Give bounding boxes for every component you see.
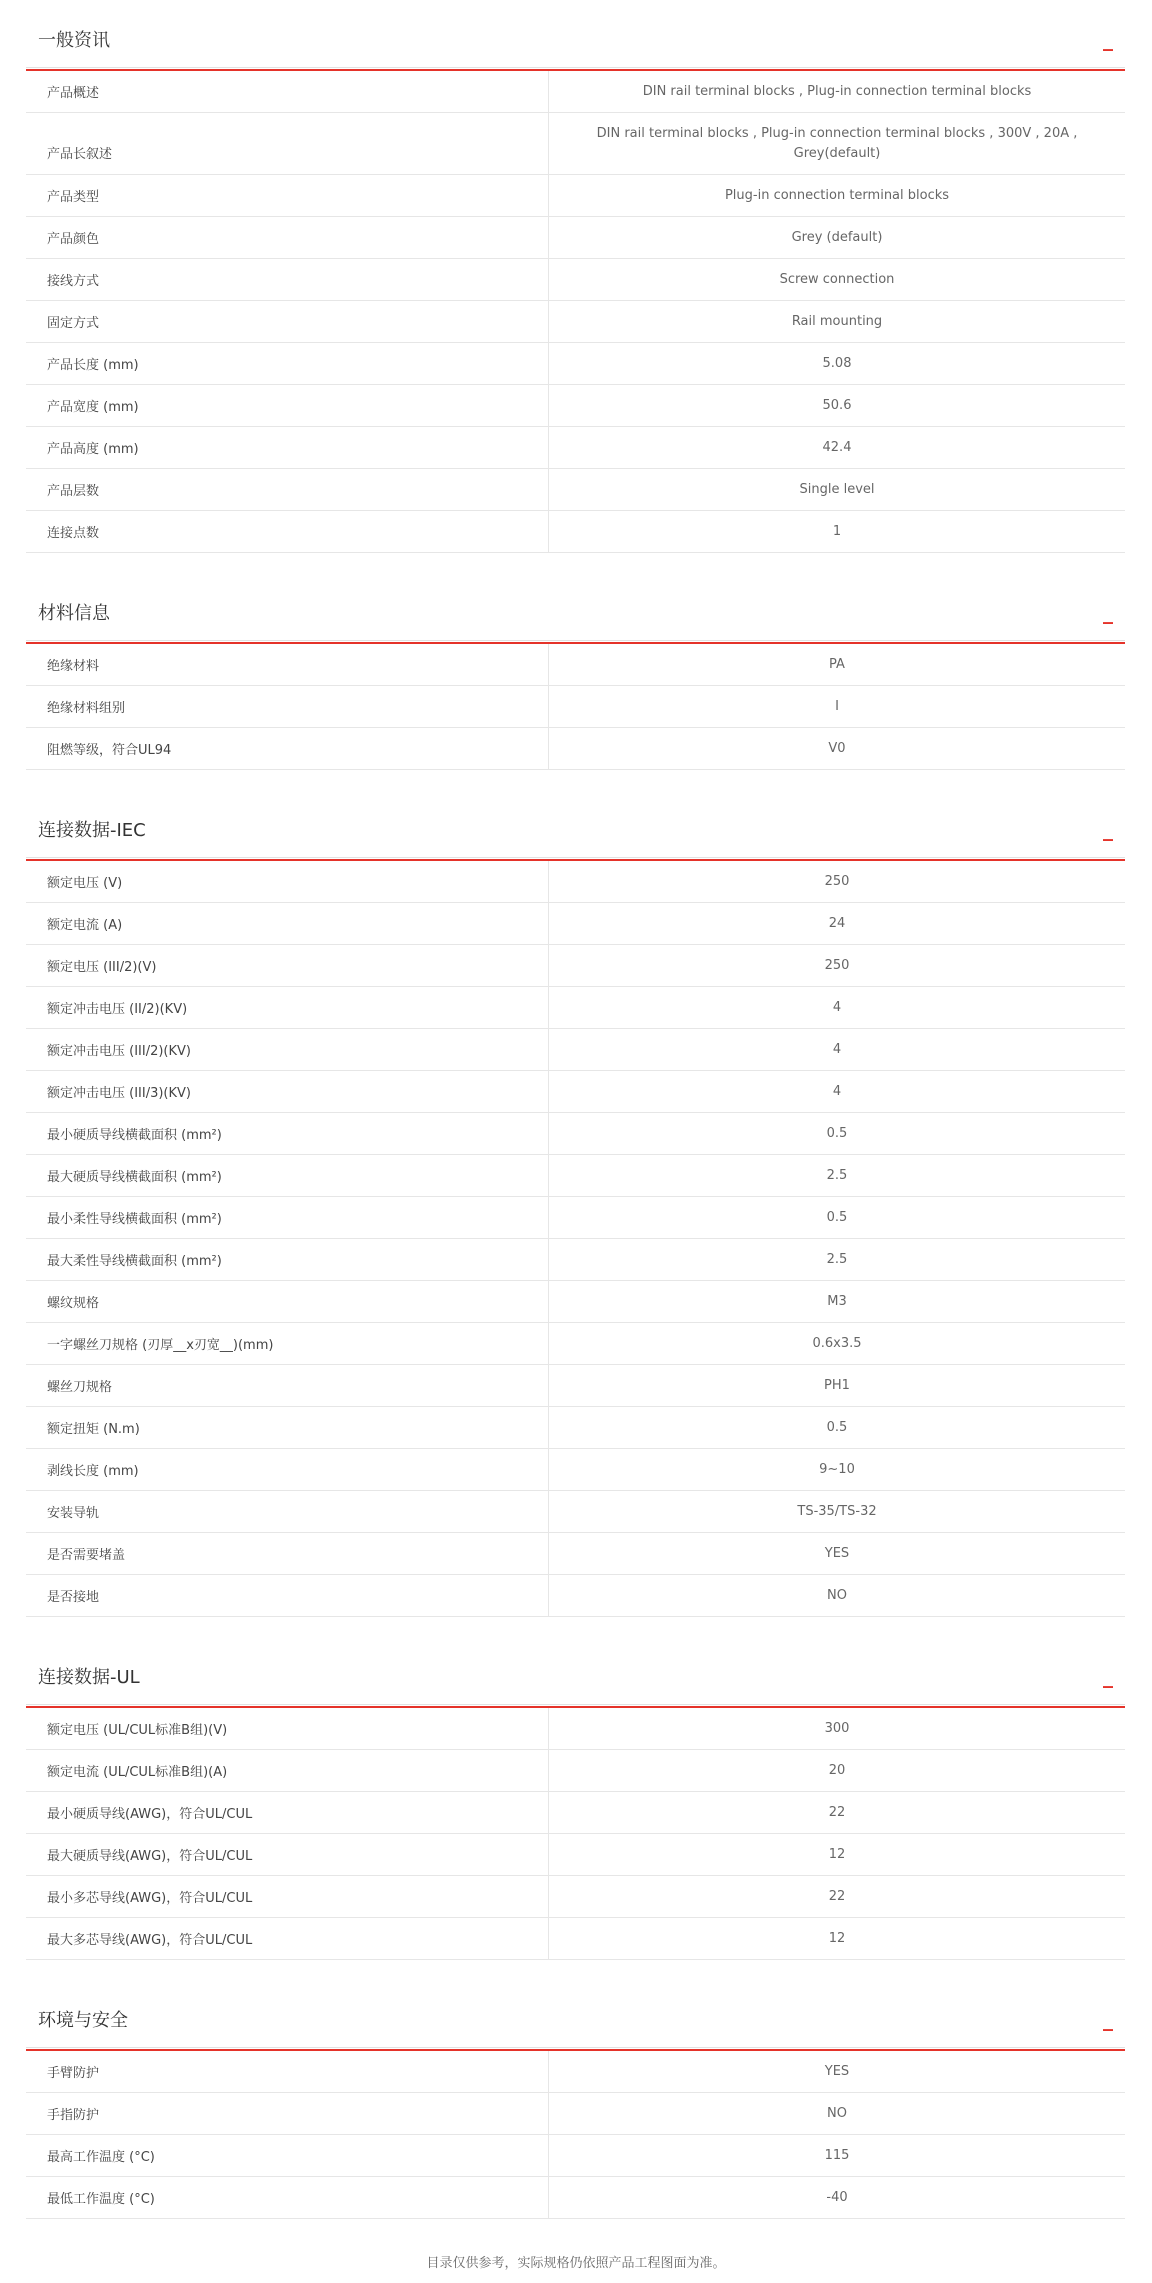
spec-value: 9~10: [819, 1461, 855, 1477]
spec-value: PH1: [824, 1377, 850, 1393]
section-header: [26, 573, 1125, 641]
spec-label: 最高工作温度 (°C): [26, 2135, 549, 2176]
spec-value: 115: [824, 2147, 850, 2163]
spec-label: 最大硬质导线横截面积 (mm²): [26, 1155, 549, 1196]
spec-label: 产品长叙述: [26, 113, 549, 174]
spec-label: 产品类型: [26, 175, 549, 216]
collapse-toggle-icon[interactable]: _: [1103, 1664, 1113, 1688]
spec-value: 0.5: [826, 1209, 848, 1225]
spec-value: 250: [824, 957, 850, 973]
spec-value: I: [835, 698, 839, 714]
section-title: 一般资讯: [38, 30, 110, 51]
spec-row: [26, 427, 1125, 469]
spec-row: [26, 686, 1125, 728]
spec-value: 2.5: [826, 1251, 848, 1267]
spec-label: 手指防护: [26, 2093, 549, 2134]
spec-value: Plug-in connection terminal blocks: [724, 187, 950, 203]
spec-row: [26, 1876, 1125, 1918]
spec-row: [26, 1575, 1125, 1617]
section-title: 连接数据-IEC: [38, 820, 146, 841]
spec-value: 1: [832, 523, 842, 539]
spec-label: 绝缘材料: [26, 644, 549, 685]
spec-row: [26, 385, 1125, 427]
spec-label: 额定电流 (UL/CUL标准B组)(A): [26, 1750, 549, 1791]
spec-value: 0.6x3.5: [812, 1335, 862, 1351]
spec-row: [26, 1750, 1125, 1792]
spec-value: YES: [824, 2063, 850, 2079]
spec-value: TS-35/TS-32: [797, 1503, 877, 1519]
collapse-toggle-icon[interactable]: _: [1103, 27, 1113, 51]
spec-value: 4: [832, 1083, 842, 1099]
spec-label: 额定冲击电压 (III/2)(KV): [26, 1029, 549, 1070]
spec-label: 产品宽度 (mm): [26, 385, 549, 426]
spec-row: [26, 945, 1125, 987]
spec-label: 螺丝刀规格: [26, 1365, 549, 1406]
spec-value: Grey (default): [791, 229, 883, 245]
spec-value: YES: [824, 1545, 850, 1561]
spec-row: [26, 71, 1125, 113]
spec-value: 300: [824, 1720, 850, 1736]
spec-label: 一字螺丝刀规格 (刃厚__x刃宽__)(mm): [26, 1323, 549, 1364]
spec-section: [26, 790, 1125, 1637]
spec-label: 接线方式: [26, 259, 549, 300]
spec-value: -40: [826, 2189, 848, 2205]
spec-value: 2.5: [826, 1167, 848, 1183]
spec-label: 阻燃等级，符合UL94: [26, 728, 549, 769]
spec-section: [26, 1980, 1125, 2239]
spec-row: [26, 343, 1125, 385]
spec-section: [26, 0, 1125, 573]
spec-row: [26, 175, 1125, 217]
spec-section: [26, 573, 1125, 790]
spec-row: [26, 1491, 1125, 1533]
spec-row: [26, 511, 1125, 553]
spec-row: [26, 2051, 1125, 2093]
spec-value: Rail mounting: [791, 313, 883, 329]
spec-value: 250: [824, 873, 850, 889]
spec-row: [26, 217, 1125, 259]
spec-row: [26, 113, 1125, 175]
spec-page: [26, 0, 1125, 2239]
spec-row: [26, 2177, 1125, 2219]
spec-row: [26, 1365, 1125, 1407]
spec-label: 剥线长度 (mm): [26, 1449, 549, 1490]
section-header: [26, 1637, 1125, 1705]
spec-row: [26, 1449, 1125, 1491]
spec-row: [26, 1281, 1125, 1323]
spec-label: 额定冲击电压 (II/2)(KV): [26, 987, 549, 1028]
spec-label: 额定冲击电压 (III/3)(KV): [26, 1071, 549, 1112]
spec-row: [26, 1155, 1125, 1197]
collapse-toggle-icon[interactable]: _: [1103, 600, 1113, 624]
spec-row: [26, 1029, 1125, 1071]
spec-value: M3: [827, 1293, 847, 1309]
spec-label: 最小多芯导线(AWG)，符合UL/CUL: [26, 1876, 549, 1917]
section-title: 材料信息: [38, 603, 110, 624]
spec-label: 最小硬质导线横截面积 (mm²): [26, 1113, 549, 1154]
spec-label: 手臂防护: [26, 2051, 549, 2092]
section-spacer: [26, 2219, 1125, 2239]
spec-label: 产品颜色: [26, 217, 549, 258]
spec-row: [26, 1918, 1125, 1960]
spec-row: [26, 1197, 1125, 1239]
spec-value: 20: [828, 1762, 846, 1778]
spec-value: 24: [828, 915, 846, 931]
spec-section: [26, 1637, 1125, 1980]
spec-label: 最大硬质导线(AWG)，符合UL/CUL: [26, 1834, 549, 1875]
spec-value: 50.6: [822, 397, 852, 413]
spec-label: 连接点数: [26, 511, 549, 552]
spec-value: 42.4: [822, 439, 852, 455]
spec-label: 最小柔性导线横截面积 (mm²): [26, 1197, 549, 1238]
spec-label: 产品高度 (mm): [26, 427, 549, 468]
spec-value: 22: [828, 1804, 846, 1820]
section-title: 环境与安全: [38, 2010, 128, 2031]
section-spacer: [26, 553, 1125, 573]
spec-row: [26, 644, 1125, 686]
spec-value: Screw connection: [779, 271, 895, 287]
spec-value: 4: [832, 1041, 842, 1057]
collapse-toggle-icon[interactable]: _: [1103, 817, 1113, 841]
spec-label: 额定电压 (UL/CUL标准B组)(V): [26, 1708, 549, 1749]
spec-row: [26, 987, 1125, 1029]
spec-label: 额定电压 (V): [26, 861, 549, 902]
spec-label: 产品层数: [26, 469, 549, 510]
spec-label: 额定扭矩 (N.m): [26, 1407, 549, 1448]
spec-value: Single level: [799, 481, 875, 497]
section-spacer: [26, 1960, 1125, 1980]
spec-row: [26, 259, 1125, 301]
spec-row: [26, 1533, 1125, 1575]
spec-value: 5.08: [822, 355, 852, 371]
spec-label: 固定方式: [26, 301, 549, 342]
spec-row: [26, 1834, 1125, 1876]
spec-label: 额定电压 (III/2)(V): [26, 945, 549, 986]
section-title: 连接数据-UL: [38, 1667, 140, 1688]
spec-row: [26, 861, 1125, 903]
disclaimer-footnote: 目录仅供参考，实际规格仍依照产品工程图面为准。: [426, 2256, 726, 2271]
section-header: [26, 790, 1125, 858]
spec-label: 最大柔性导线横截面积 (mm²): [26, 1239, 549, 1280]
spec-row: [26, 1239, 1125, 1281]
spec-label: 产品概述: [26, 71, 549, 112]
spec-label: 产品长度 (mm): [26, 343, 549, 384]
spec-value: 4: [832, 999, 842, 1015]
section-header: [26, 0, 1125, 68]
spec-row: [26, 1792, 1125, 1834]
spec-value: 12: [828, 1930, 846, 1946]
spec-row: [26, 1407, 1125, 1449]
spec-label: 最大多芯导线(AWG)，符合UL/CUL: [26, 1918, 549, 1959]
spec-value: DIN rail terminal blocks , Plug-in connection terminal blocks , 300V , 20A , Grey(default): [596, 125, 1078, 161]
spec-value: DIN rail terminal blocks , Plug-in connection terminal blocks: [642, 83, 1032, 99]
spec-row: [26, 2135, 1125, 2177]
spec-label: 是否需要堵盖: [26, 1533, 549, 1574]
spec-row: [26, 903, 1125, 945]
spec-row: [26, 469, 1125, 511]
spec-value: 0.5: [826, 1125, 848, 1141]
section-spacer: [26, 770, 1125, 790]
spec-label: 安装导轨: [26, 1491, 549, 1532]
section-header: [26, 1980, 1125, 2048]
spec-label: 最小硬质导线(AWG)，符合UL/CUL: [26, 1792, 549, 1833]
spec-row: [26, 2093, 1125, 2135]
spec-sections: [26, 0, 1125, 2239]
section-spacer: [26, 1617, 1125, 1637]
spec-value: 12: [828, 1846, 846, 1862]
spec-value: V0: [828, 740, 846, 756]
spec-row: [26, 1708, 1125, 1750]
spec-value: PA: [829, 656, 845, 672]
spec-value: 0.5: [826, 1419, 848, 1435]
spec-label: 最低工作温度 (°C): [26, 2177, 549, 2218]
spec-value: 22: [828, 1888, 846, 1904]
spec-label: 是否接地: [26, 1575, 549, 1616]
spec-row: [26, 1113, 1125, 1155]
collapse-toggle-icon[interactable]: _: [1103, 2007, 1113, 2031]
spec-value: NO: [827, 2105, 847, 2121]
spec-row: [26, 1071, 1125, 1113]
spec-value: NO: [827, 1587, 847, 1603]
spec-label: 螺纹规格: [26, 1281, 549, 1322]
spec-label: 额定电流 (A): [26, 903, 549, 944]
spec-row: [26, 728, 1125, 770]
spec-row: [26, 1323, 1125, 1365]
spec-label: 绝缘材料组别: [26, 686, 549, 727]
spec-row: [26, 301, 1125, 343]
